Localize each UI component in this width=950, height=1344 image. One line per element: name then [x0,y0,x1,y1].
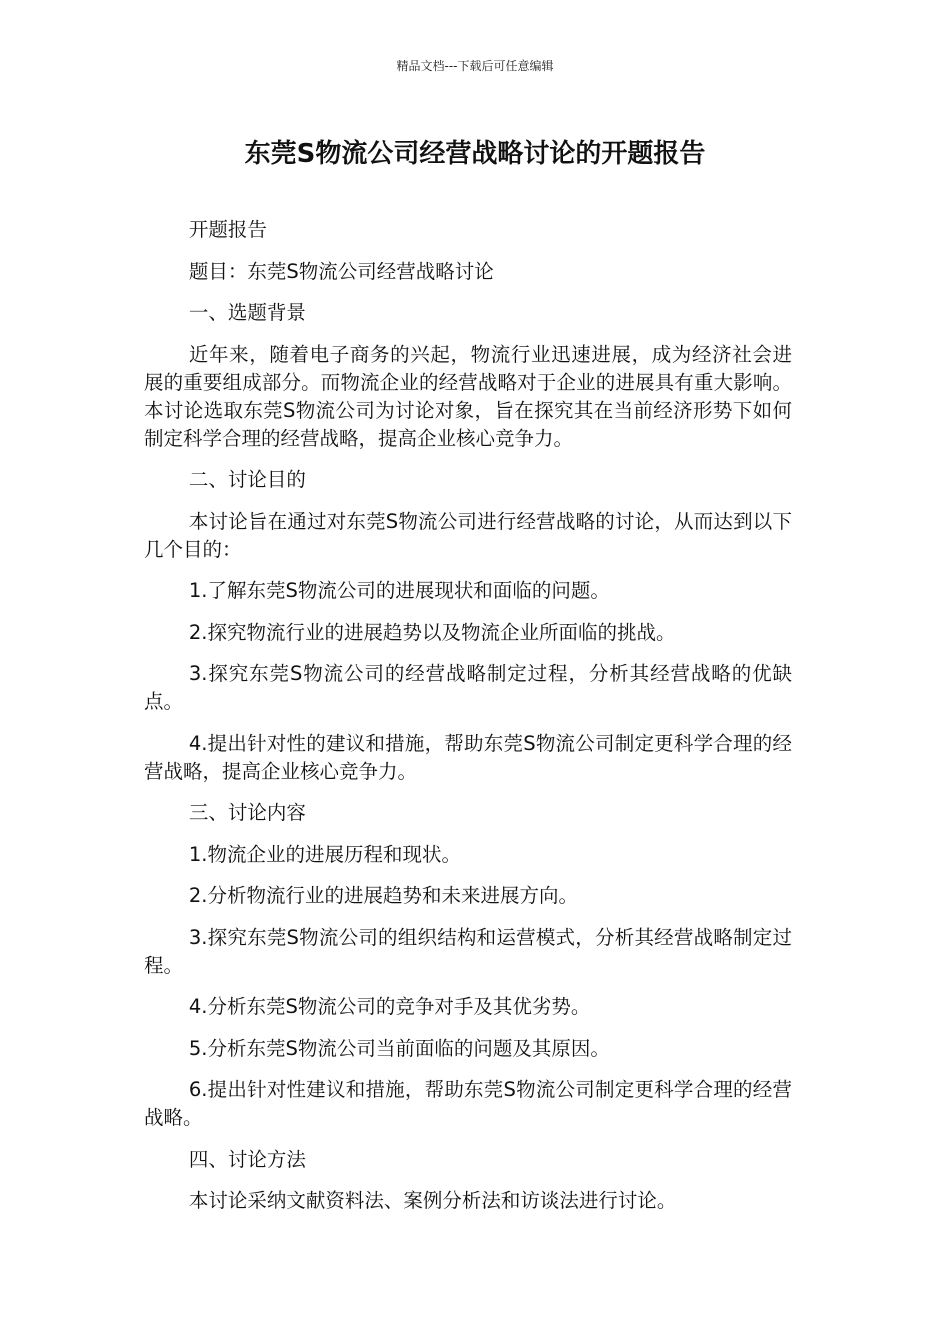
content-list-item: 6.提出针对性建议和措施，帮助东莞S物流公司制定更科学合理的经营战略。 [144,1078,792,1129]
page-header-note: 精品文档---下载后可任意编辑 [396,59,554,73]
purpose-list-item: 1.了解东莞S物流公司的进展现状和面临的问题。 [188,579,610,602]
content-list-item: 2.分析物流行业的进展趋势和未来进展方向。 [188,884,578,907]
purpose-intro-paragraph: 本讨论旨在通过对东莞S物流公司进行经营战略的讨论，从而达到以下几个目的： [144,509,792,561]
section-heading-purpose: 二、讨论目的 [188,468,306,491]
purpose-list-item: 3.探究东莞S物流公司的经营战略制定过程，分析其经营战略的优缺点。 [144,662,792,713]
content-list-item: 4.分析东莞S物流公司的竞争对手及其优劣势。 [188,995,591,1018]
section-heading-method: 四、讨论方法 [188,1147,306,1171]
content-list-item: 3.探究东莞S物流公司的组织结构和运营模式，分析其经营战略制定过程。 [144,925,792,977]
purpose-list-item: 2.探究物流行业的进展趋势以及物流企业所面临的挑战。 [188,620,676,644]
content-list-item: 5.分析东莞S物流公司当前面临的问题及其原因。 [188,1036,610,1060]
method-paragraph: 本讨论采纳文献资料法、案例分析法和访谈法进行讨论。 [188,1189,677,1212]
document-body [144,216,792,1229]
purpose-list-item: 4.提出针对性的建议和措施，帮助东莞S物流公司制定更科学合理的经营战略，提高企业核心竞争力。 [144,731,792,783]
document-title: 东莞S物流公司经营战略讨论的开题报告 [244,139,706,169]
background-paragraph: 近年来，随着电子商务的兴起，物流行业迅速进展，成为经济社会进展的重要组成部分。而物流企业的经营战略对于企业的进展具有重大影响。本讨论选取东莞S物流公司为讨论对象，旨在探究其在当前经济形势下如何制定科学合理的经营战略，提高企业核心竞争力。 [144,342,792,450]
report-topic: 题目：东莞S物流公司经营战略讨论 [188,259,494,283]
content-list-item: 1.物流企业的进展历程和现状。 [188,842,461,866]
section-heading-background: 一、选题背景 [188,301,306,324]
section-heading-content: 三、讨论内容 [188,801,306,824]
report-label: 开题报告 [188,218,267,241]
